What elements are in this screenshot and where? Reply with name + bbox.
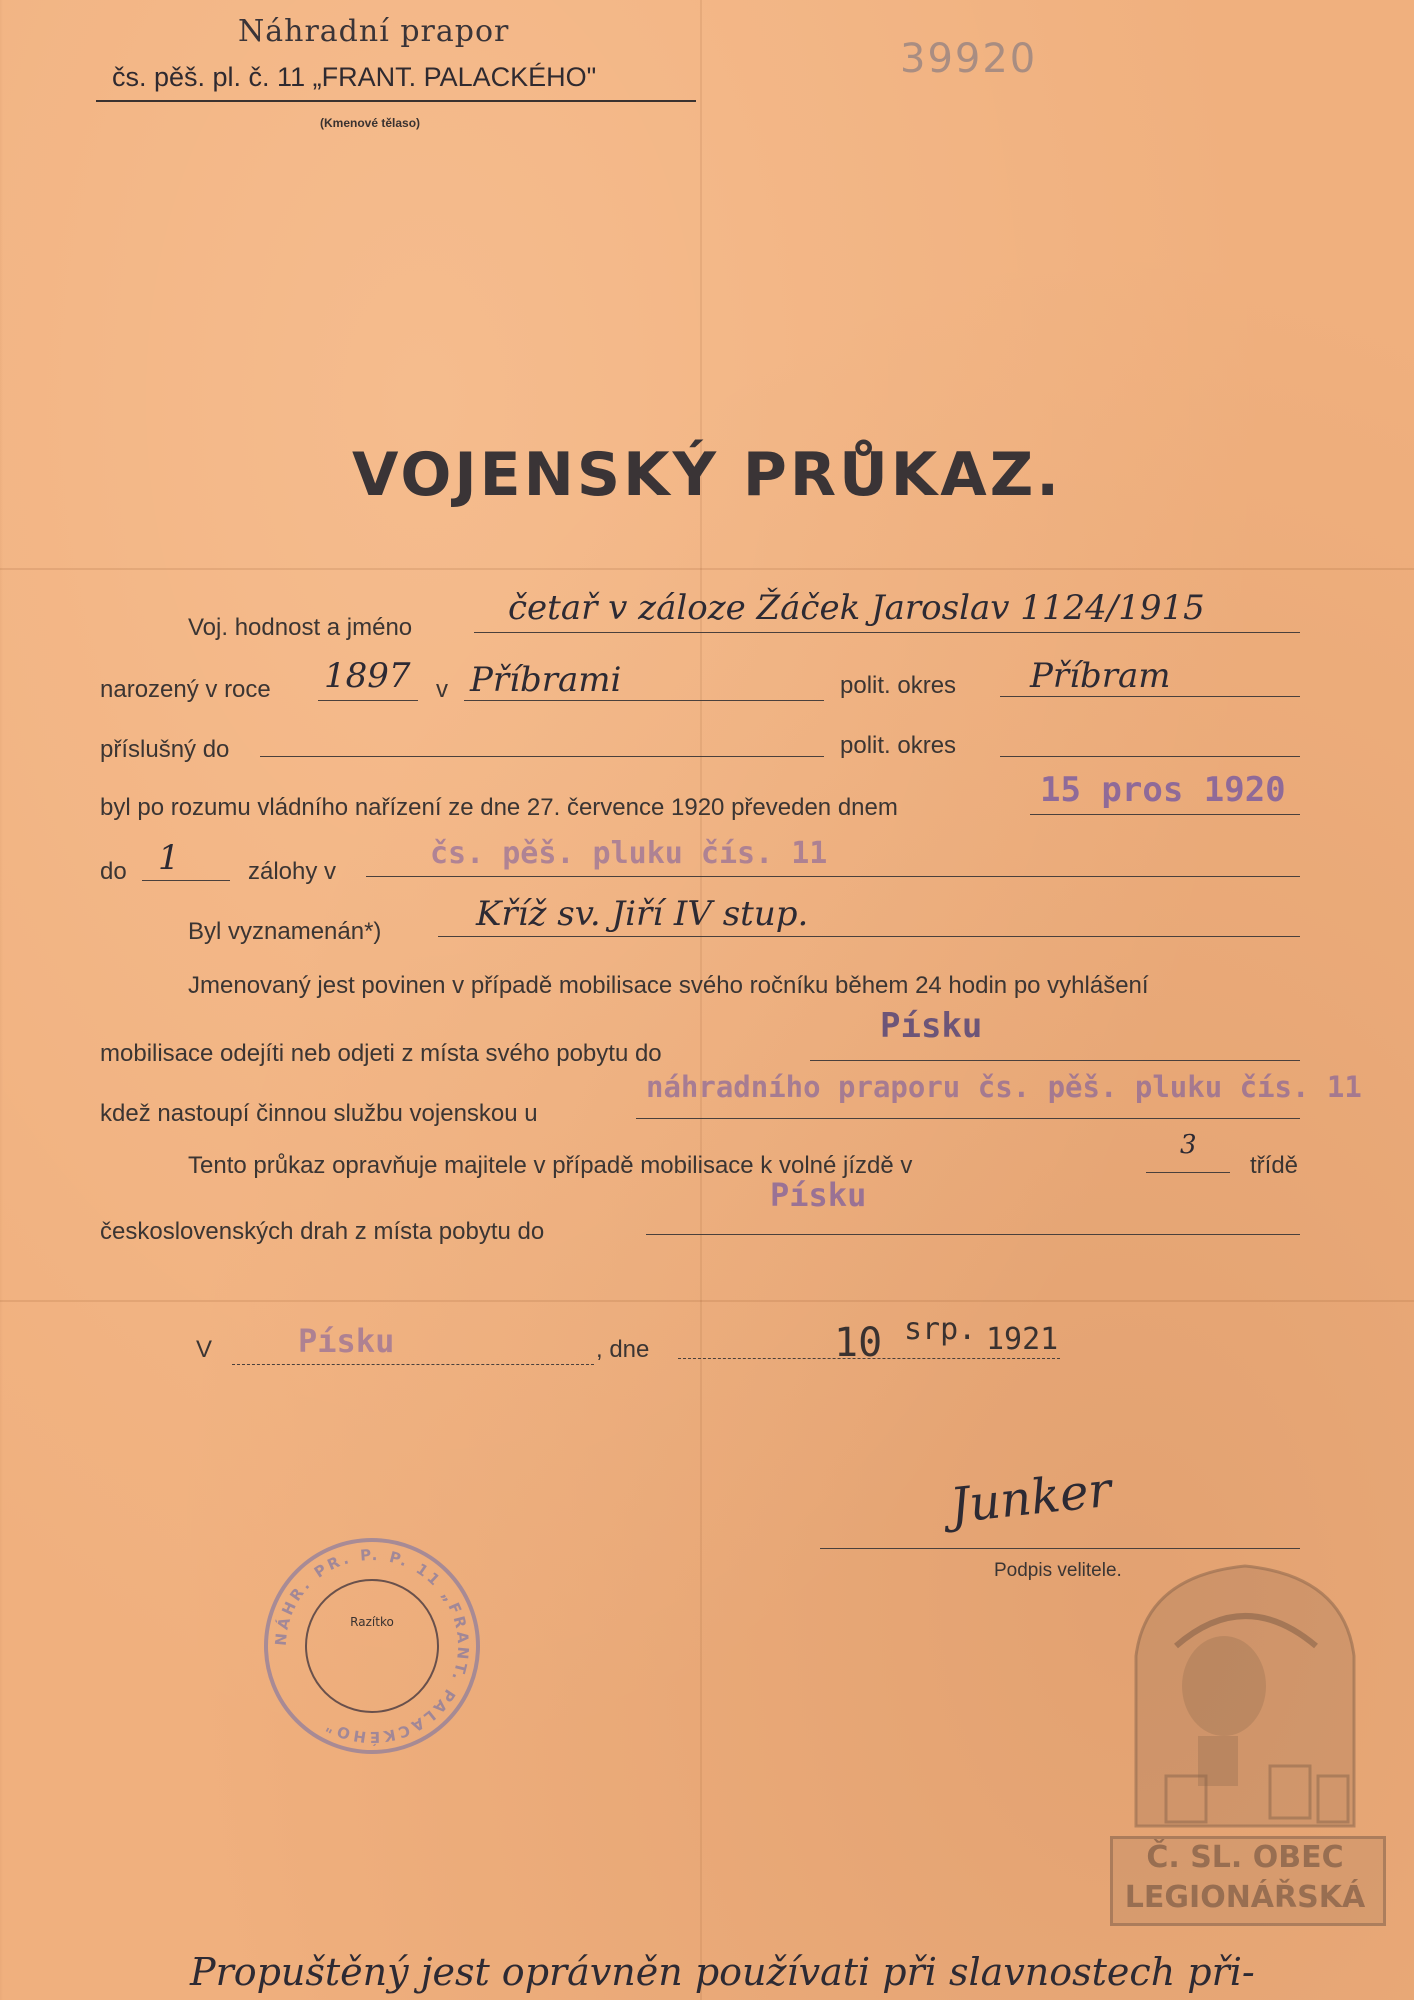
decorated-line <box>438 936 1300 937</box>
stamp-seal-icon <box>256 1530 488 1762</box>
commander-signature: Junker <box>947 1461 1114 1535</box>
travel-class-line <box>1146 1172 1230 1173</box>
footer-note: Propuštěný jest oprávněn používati při slavnostech při- <box>190 1950 1255 1994</box>
reserve-unit-line <box>366 876 1300 877</box>
date-label: , dne <box>596 1336 650 1363</box>
born-year: 1897 <box>324 656 411 696</box>
file-number: 39920 <box>900 36 1038 82</box>
legionnaire-emblem-icon <box>1106 1536 1384 1836</box>
mobil-line-1: Jmenovaný jest povinen v případě mobilisace svého ročníku během 24 hodin po vyhlášení <box>188 972 1149 999</box>
unit-heading: Náhradní prapor <box>238 14 510 49</box>
reserve-unit-stamp: čs. pěš. pluku čís. 11 <box>430 836 828 871</box>
born-place-line <box>464 700 824 701</box>
date-day: 10 <box>834 1320 883 1366</box>
born-label: narozený v roce <box>100 676 271 703</box>
rank-line <box>474 632 1300 633</box>
watermark-line-2: LEGIONÁŘSKÁ <box>1124 1880 1366 1915</box>
district-label-2: polit. okres <box>840 732 957 759</box>
rank-value: četař v záloze Žáček Jaroslav 1124/1915 <box>508 588 1205 628</box>
place-label: V <box>196 1336 213 1363</box>
born-year-line <box>318 700 418 701</box>
travel-class: 3 <box>1180 1130 1197 1160</box>
travel-place-line <box>646 1234 1300 1235</box>
legion-watermark <box>1106 1536 1384 1930</box>
reserve-class: 1 <box>158 838 180 878</box>
official-stamp <box>256 1530 488 1762</box>
reserve-label-2: zálohy v <box>248 858 337 885</box>
transfer-date-line <box>1030 814 1300 815</box>
header-underline <box>96 100 696 102</box>
watermark-line-1: Č. SL. OBEC <box>1146 1840 1344 1875</box>
page-title: VOJENSKÝ PRŮKAZ. <box>351 440 1063 510</box>
transfer-date-stamp: 15 pros 1920 <box>1040 770 1286 810</box>
signature-label: Podpis velitele. <box>994 1560 1122 1581</box>
place-line <box>232 1364 594 1365</box>
travel-class-suffix: třídě <box>1250 1152 1299 1179</box>
decorated-label: Byl vyznamenán*) <box>188 918 382 945</box>
district-line <box>1000 696 1300 697</box>
mobil-unit-line <box>636 1118 1300 1119</box>
district-label: polit. okres <box>840 672 957 699</box>
reserve-label-1: do <box>100 858 127 885</box>
decorated-value: Kříž sv. Jiří IV stup. <box>476 894 809 934</box>
stamp-center-label: Razítko <box>350 1615 394 1629</box>
svg-text:NÁHR. PR. P. P. 11 „FRANT. PAL <box>272 1546 473 1747</box>
date-month: srp. <box>904 1312 977 1347</box>
regiment-heading: čs. pěš. pl. č. 11 „FRANT. PALACKÉHO" <box>112 62 597 92</box>
rank-label: Voj. hodnost a jméno <box>188 614 413 641</box>
belongs-line <box>260 756 824 757</box>
born-in-label: v <box>436 676 448 703</box>
place-stamp: Písku <box>298 1322 395 1360</box>
belongs-label: příslušný do <box>100 736 230 763</box>
mobil-place-line <box>810 1060 1300 1061</box>
mobil-line-2: mobilisace odejíti neb odjeti z místa svého pobytu do <box>100 1040 662 1067</box>
reserve-class-line <box>142 880 230 881</box>
mobil-place-stamp: Písku <box>880 1006 983 1046</box>
header-subnote: (Kmenové tělaso) <box>320 116 421 130</box>
travel-line-1: Tento průkaz opravňuje majitele v případě mobilisace k volné jízdě v <box>188 1152 913 1179</box>
stamp-ring-text: NÁHR. PR. P. P. 11 „FRANT. PALACKÉHO" <box>271 1545 473 1747</box>
mobil-line-3: kdež nastoupí činnou službu vojenskou u <box>100 1100 538 1127</box>
travel-place-stamp: Písku <box>770 1176 867 1214</box>
travel-line-2: československých drah z místa pobytu do <box>100 1218 545 1245</box>
mobil-unit-stamp: náhradního praporu čs. pěš. pluku čís. 11 <box>646 1070 1362 1104</box>
date-year: 1921 <box>986 1322 1059 1357</box>
transfer-text: byl po rozumu vládního nařízení ze dne 27. července 1920 převeden dnem <box>100 794 898 821</box>
district-line-2 <box>1000 756 1300 757</box>
born-place: Příbrami <box>470 660 622 700</box>
district-value: Příbram <box>1030 656 1171 696</box>
